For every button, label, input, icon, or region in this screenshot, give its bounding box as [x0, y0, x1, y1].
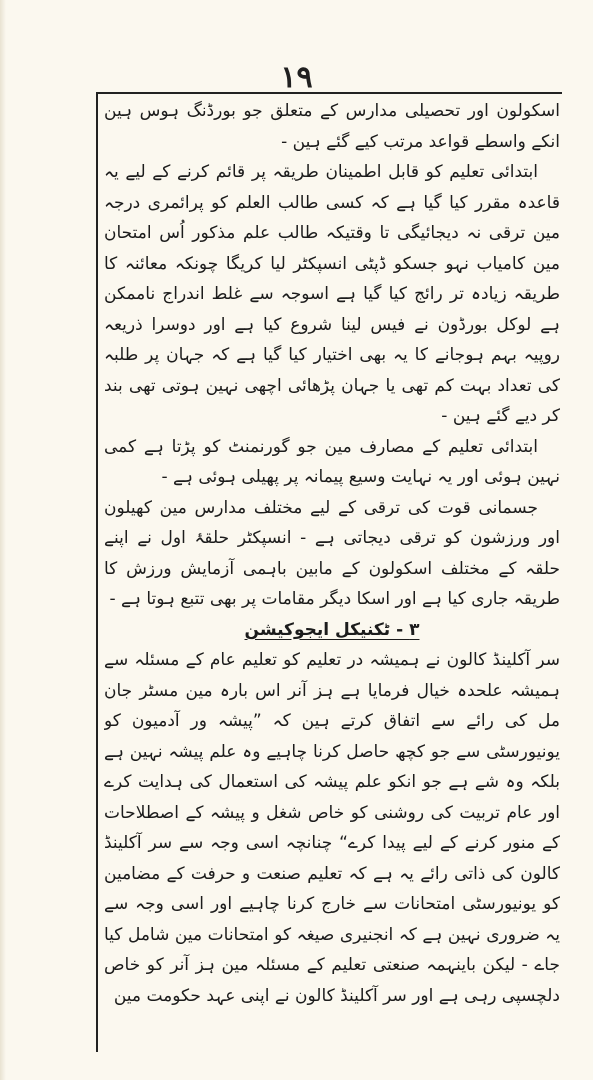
body-text — [104, 96, 560, 1046]
page-number: ١٩ — [280, 60, 313, 95]
paragraph-physical-training: جسمانی قوت کی ترقی کے لیے مختلف مدارس مین کھیلون اور ورزشون کو ترقی دیجاتی ہے - انسپکٹر حلقۂ اول نے اپنے حلقہ کے مختلف اسکولون کے مابین باہمی آزمایش ورزش کا طریقہ جاری کیا ہے اور اسکا دیگر مقامات پر بھی تتبع ہوتا ہے - — [104, 497, 560, 609]
paragraph-boarding-houses: اسکولون اور تحصیلی مدارس کے متعلق جو بورڈنگ ہوس ہین انکے واسطے قواعد مرتب کیے گئے ہین - — [104, 101, 560, 152]
paragraph-education-expenses: ابتدائی تعلیم کے مصارف مین جو گورنمنٹ کو پڑتا ہے کمی نہین ہوئی اور یہ نہایت وسیع پیمانہ پر پھیلی ہوئی ہے - — [104, 436, 560, 487]
paragraph-primary-education: ابتدائی تعلیم کو قابل اطمینان طریقہ پر قائم کرنے کے لیے یہ قاعدہ مقرر کیا گیا ہے کہ کسی طالب العلم کو پرائمری درجہ مین ترقی نہ دیجائیگی تا وقتیکہ طالب علم مذکور اُس امتحان مین کامیاب نہو جسکو ڈپٹی انسپکٹر لیا کریگا چونکہ معائنہ کا طریقہ زیادہ تر رائج کیا گیا ہے اسوجہ سے غلط اندراج ناممکن ہے لوکل بورڈون نے فیس لینا شروع کیا ہے اور دوسرا ذریعہ روپیہ بہم ہوجانے کا یہ بھی اختیار کیا گیا ہے کہ جہان پر طلبہ کی تعداد بہت کم تھی یا جہان پڑھائی اچھی نہین ہوتی تھی بند کر دیے گئے ہین - — [104, 162, 560, 426]
left-margin-rule — [96, 92, 98, 1052]
page-edge-shadow — [0, 0, 6, 1080]
section-heading-technical-education: ۳ - ٹکنیکل ایجوکیشن — [244, 619, 420, 640]
header-rule — [96, 92, 562, 94]
paragraph-technical-education: سر آکلینڈ کالون نے ہمیشہ در تعلیم کو تعلیم عام کے مسئلہ سے ہمیشہ علحدہ خیال فرمایا ہے ہز آنر اس بارہ مین مسٹر جان مل کی رائے سے اتفاق کرتے ہین کہ ”پیشہ ور آدمیون کو یونیورسٹی سے جو کچھ حاصل کرنا چاہیے وہ علم پیشہ نہین ہے بلکہ وہ شے ہے جو انکو علم پیشہ کی استعمال کی ہدایت کرے اور عام تربیت کی روشنی کو خاص شغل و پیشہ کے اصطلاحات کے منور کرنے کے لیے پیدا کرے“ چنانچہ اسی وجہ سے سر آکلینڈ کالون کی ذاتی رائے یہ ہے کہ تعلیم صنعت و حرفت کے مضامین کو یونیورسٹی امتحانات سے خارج کرنا چاہیے اور اسی وجہ سے یہ ضروری نہین ہے کہ انجنیری صیغہ کو امتحانات مین شامل کیا جاے - لیکن باینہمہ صنعتی تعلیم کے مسئلہ مین ہز آنر کو خاص دلچسپی رہی ہے اور سر آکلینڈ کالون نے اپنی عہد حکومت مین — [104, 650, 560, 1006]
